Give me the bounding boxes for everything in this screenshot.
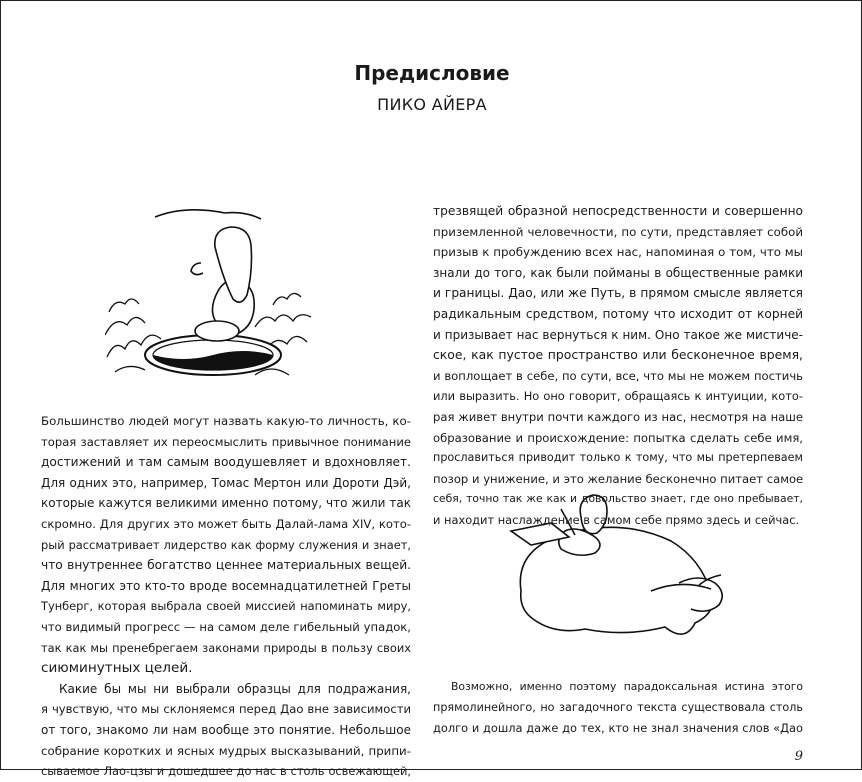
paragraph [433,677,803,739]
right-column-text-bottom [433,677,803,739]
paragraph [41,411,411,679]
text-line: Какие бы мы ни выбрали образцы для подражания, [59,681,411,696]
text-line: призыв к пробуждению всех нас, напоминая о том, что мы [433,245,803,260]
text-line: скромно. Для других это может быть Далай-лама XIV, кото- [41,516,411,531]
text-line: трезвящей образной непосредственности и совершенно [433,204,803,218]
text-line: я чувствую, что мы склоняемся перед Дао вне зависимости [41,702,411,717]
text-line: достижений и там самым воодушевляет и вдохновляет. [41,455,411,470]
text-line: Большинство людей могут назвать какую-то личность, ко- [41,414,411,428]
text-line: Возможно, именно поэтому парадоксальная истина этого [451,680,803,693]
text-line: которые кажутся великими именно потому, что жили так [41,496,411,511]
text-line: долго и дошла даже до тех, кто не знал значения слов «Дао [433,721,803,736]
text-line: знали до того, как были пойманы в общественные рамки [433,265,803,280]
monk-meditating-illustration [105,207,315,382]
text-line: собрание коротких и ясных мудрых высказываний, припи- [41,743,411,758]
text-line: и призывает нас вернуться к ним. Оно такое же мистиче- [433,327,803,342]
left-column-text [41,411,411,782]
text-line: что видимый прогресс — на самом деле гибельный упадок, [41,619,411,634]
monk-figure [155,210,261,341]
text-line: ское, как пустое пространство или бесконечное время, [433,347,803,363]
text-line: прямолинейного, но загадочного текста существовала столь [433,700,803,714]
text-line: образование и происхождение: попытка сделать себе имя, [433,430,803,445]
text-line: сиюминутных целей. [41,660,193,677]
text-line: сываемое Лао-цзы и дошедшее до нас в столь освежающей, [41,764,411,779]
text-line: рый рассматривает лидерство как форму служения и знает, [41,537,411,552]
page-number: 9 [794,749,803,764]
text-line: что внутреннее богатство ценнее материальных вещей. [41,558,411,573]
chapter-title: Предисловие [354,61,510,85]
text-line: радикальным средством, потому что исходит от корней [433,306,803,321]
right-column-text [433,201,803,531]
text-line: и границы. Дао, или же Путь, в прямом смысле является [433,286,803,301]
text-line: торая заставляет их переосмыслить привычное понимание [41,434,411,449]
text-line: и воплощает в себе, по сути, все, что мы не можем постичь [433,368,803,383]
text-line: Тунберг, которая выбрала своей миссией напоминать миру, [41,599,411,614]
text-line: рая живет внутри почти каждого из нас, несмотря на наше [433,409,803,424]
text-line: Для одних это, например, Томас Мертон или Дороти Дэй, [41,475,411,490]
text-line: от того, знакомо ли нам вообще это понятие. Небольшое [41,722,411,737]
text-line: и находит наслаждение в самом себе прямо здесь и сейчас. [433,512,800,527]
paragraph [41,679,411,782]
text-line: так как мы пренебрегаем законами природы в пользу своих [41,640,411,655]
text-line: прославиться приводит только к тому, что мы претерпеваем [433,451,803,465]
paragraph [433,201,803,531]
text-line: или выразить. Но оно говорит, обращаясь к интуиции, кото- [433,389,803,404]
chapter-author: ПИКО АЙЕРА [377,95,487,114]
text-line: себя, точно так же как и довольство знает, где оно пребывает, [433,492,803,506]
text-line: приземленной человечности, по сути, представляет собой [433,224,803,239]
text-line: позор и унижение, и это желание бесконечно питает самое [433,471,804,486]
text-line: Для многих это кто-то вроде восемнадцатилетней Греты [41,578,411,593]
